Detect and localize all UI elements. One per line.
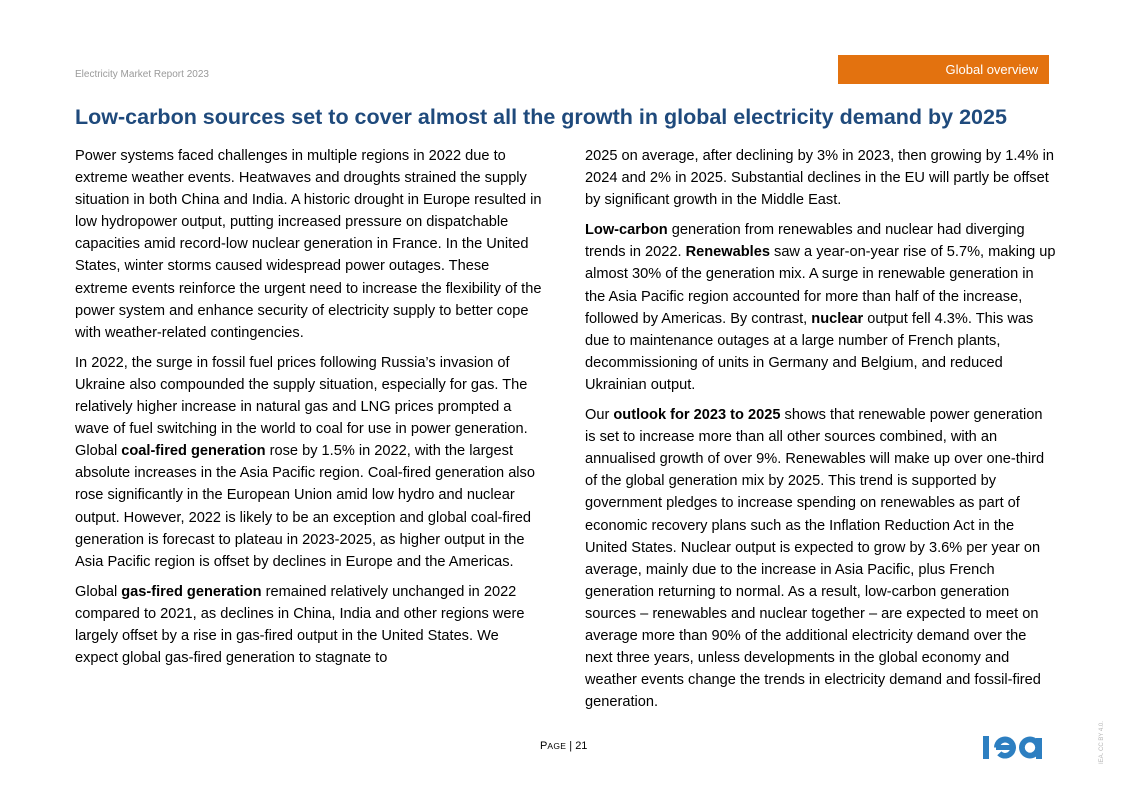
- paragraph: 2025 on average, after declining by 3% in 2023, then growing by 1.4% in 2024 and 2% in 2025. Substantial declines in the EU will partly be offset by significant growth in the Middle East.: [585, 148, 1054, 209]
- iea-logo: [983, 730, 1049, 762]
- page-number: PAGE | 21: [540, 740, 588, 752]
- paragraph: Power systems faced challenges in multiple regions in 2022 due to extreme weather events. Heatwaves and droughts strained the supply situation in both China and India. A historic drought in Europe resulted in low hydropower output, putting increased pressure on dispatchable capacities amid record-low nuclear generation in France. In the United States, winter storms caused widespread power outages. These extreme events reinforce the urgent need to increase the flexibility of the power system and enhance security of electricity supply to better cope with weather-related contingencies.: [75, 148, 542, 341]
- paragraph: Global gas-fired generation remained relatively unchanged in 2022 compared to 2021, as declines in China, India and other regions were largely offset by a rise in gas-fired output in the United States. We expect global gas-fired generation to stagnate to: [75, 583, 525, 667]
- section-tab: Global overview: [838, 55, 1049, 84]
- paragraph: Low-carbon generation from renewables and nuclear had diverging trends in 2022. Renewables saw a year-on-year rise of 5.7%, making up almost 30% of the generation mix. A surge in renewable generation in the Asia Pacific region accounted for more than half of the increase, followed by Americas. By contrast, nuclear output fell 4.3%. This was due to maintenance outages at a large number of French plants, decommissioning of units in Germany and Belgium, and reduced Ukrainian output.: [585, 222, 1056, 393]
- report-title: Electricity Market Report 2023: [75, 69, 209, 80]
- iea-logo-icon: [983, 730, 1049, 762]
- left-column: [75, 145, 545, 677]
- paragraph: In 2022, the surge in fossil fuel prices following Russia’s invasion of Ukraine also compounded the supply situation, especially for gas. The relatively higher increase in natural gas and LNG prices prompted a wave of fuel switching in the world to coal for use in power generation. Global coal-fired generation rose by 1.5% in 2022, with the largest absolute increases in the Asia Pacific region. Coal-fired generation also rose significantly in the European Union amid low hydro and nuclear output. However, 2022 is likely to be an exception and global coal-fired generation is forecast to plateau in 2023-2025, as higher output in the Asia Pacific region is offset by declines in Europe and the Americas.: [75, 354, 535, 570]
- right-column: [585, 145, 1057, 721]
- page-title: Low-carbon sources set to cover almost all the growth in global electricity demand by 2025: [75, 105, 1007, 129]
- paragraph: Our outlook for 2023 to 2025 shows that renewable power generation is set to increase more than all other sources combined, with an annualised growth of over 9%. Renewables will make up over one-third of the global generation mix by 2025. This trend is supported by government pledges to increase spending on renewables as part of economic recovery plans such as the Inflation Reduction Act in the United States. Nuclear output is expected to grow by 3.6% per year on average, mainly due to the increase in Asia Pacific, plus French generation returning to normal. As a result, low-carbon generation sources – renewables and nuclear together – are expected to meet on average more than 90% of the additional electricity demand over the next three years, unless developments in the global economy and weather events change the trends in electricity demand and fossil-fired generation.: [585, 407, 1045, 711]
- license-text: IEA. CC BY 4.0.: [1099, 721, 1105, 764]
